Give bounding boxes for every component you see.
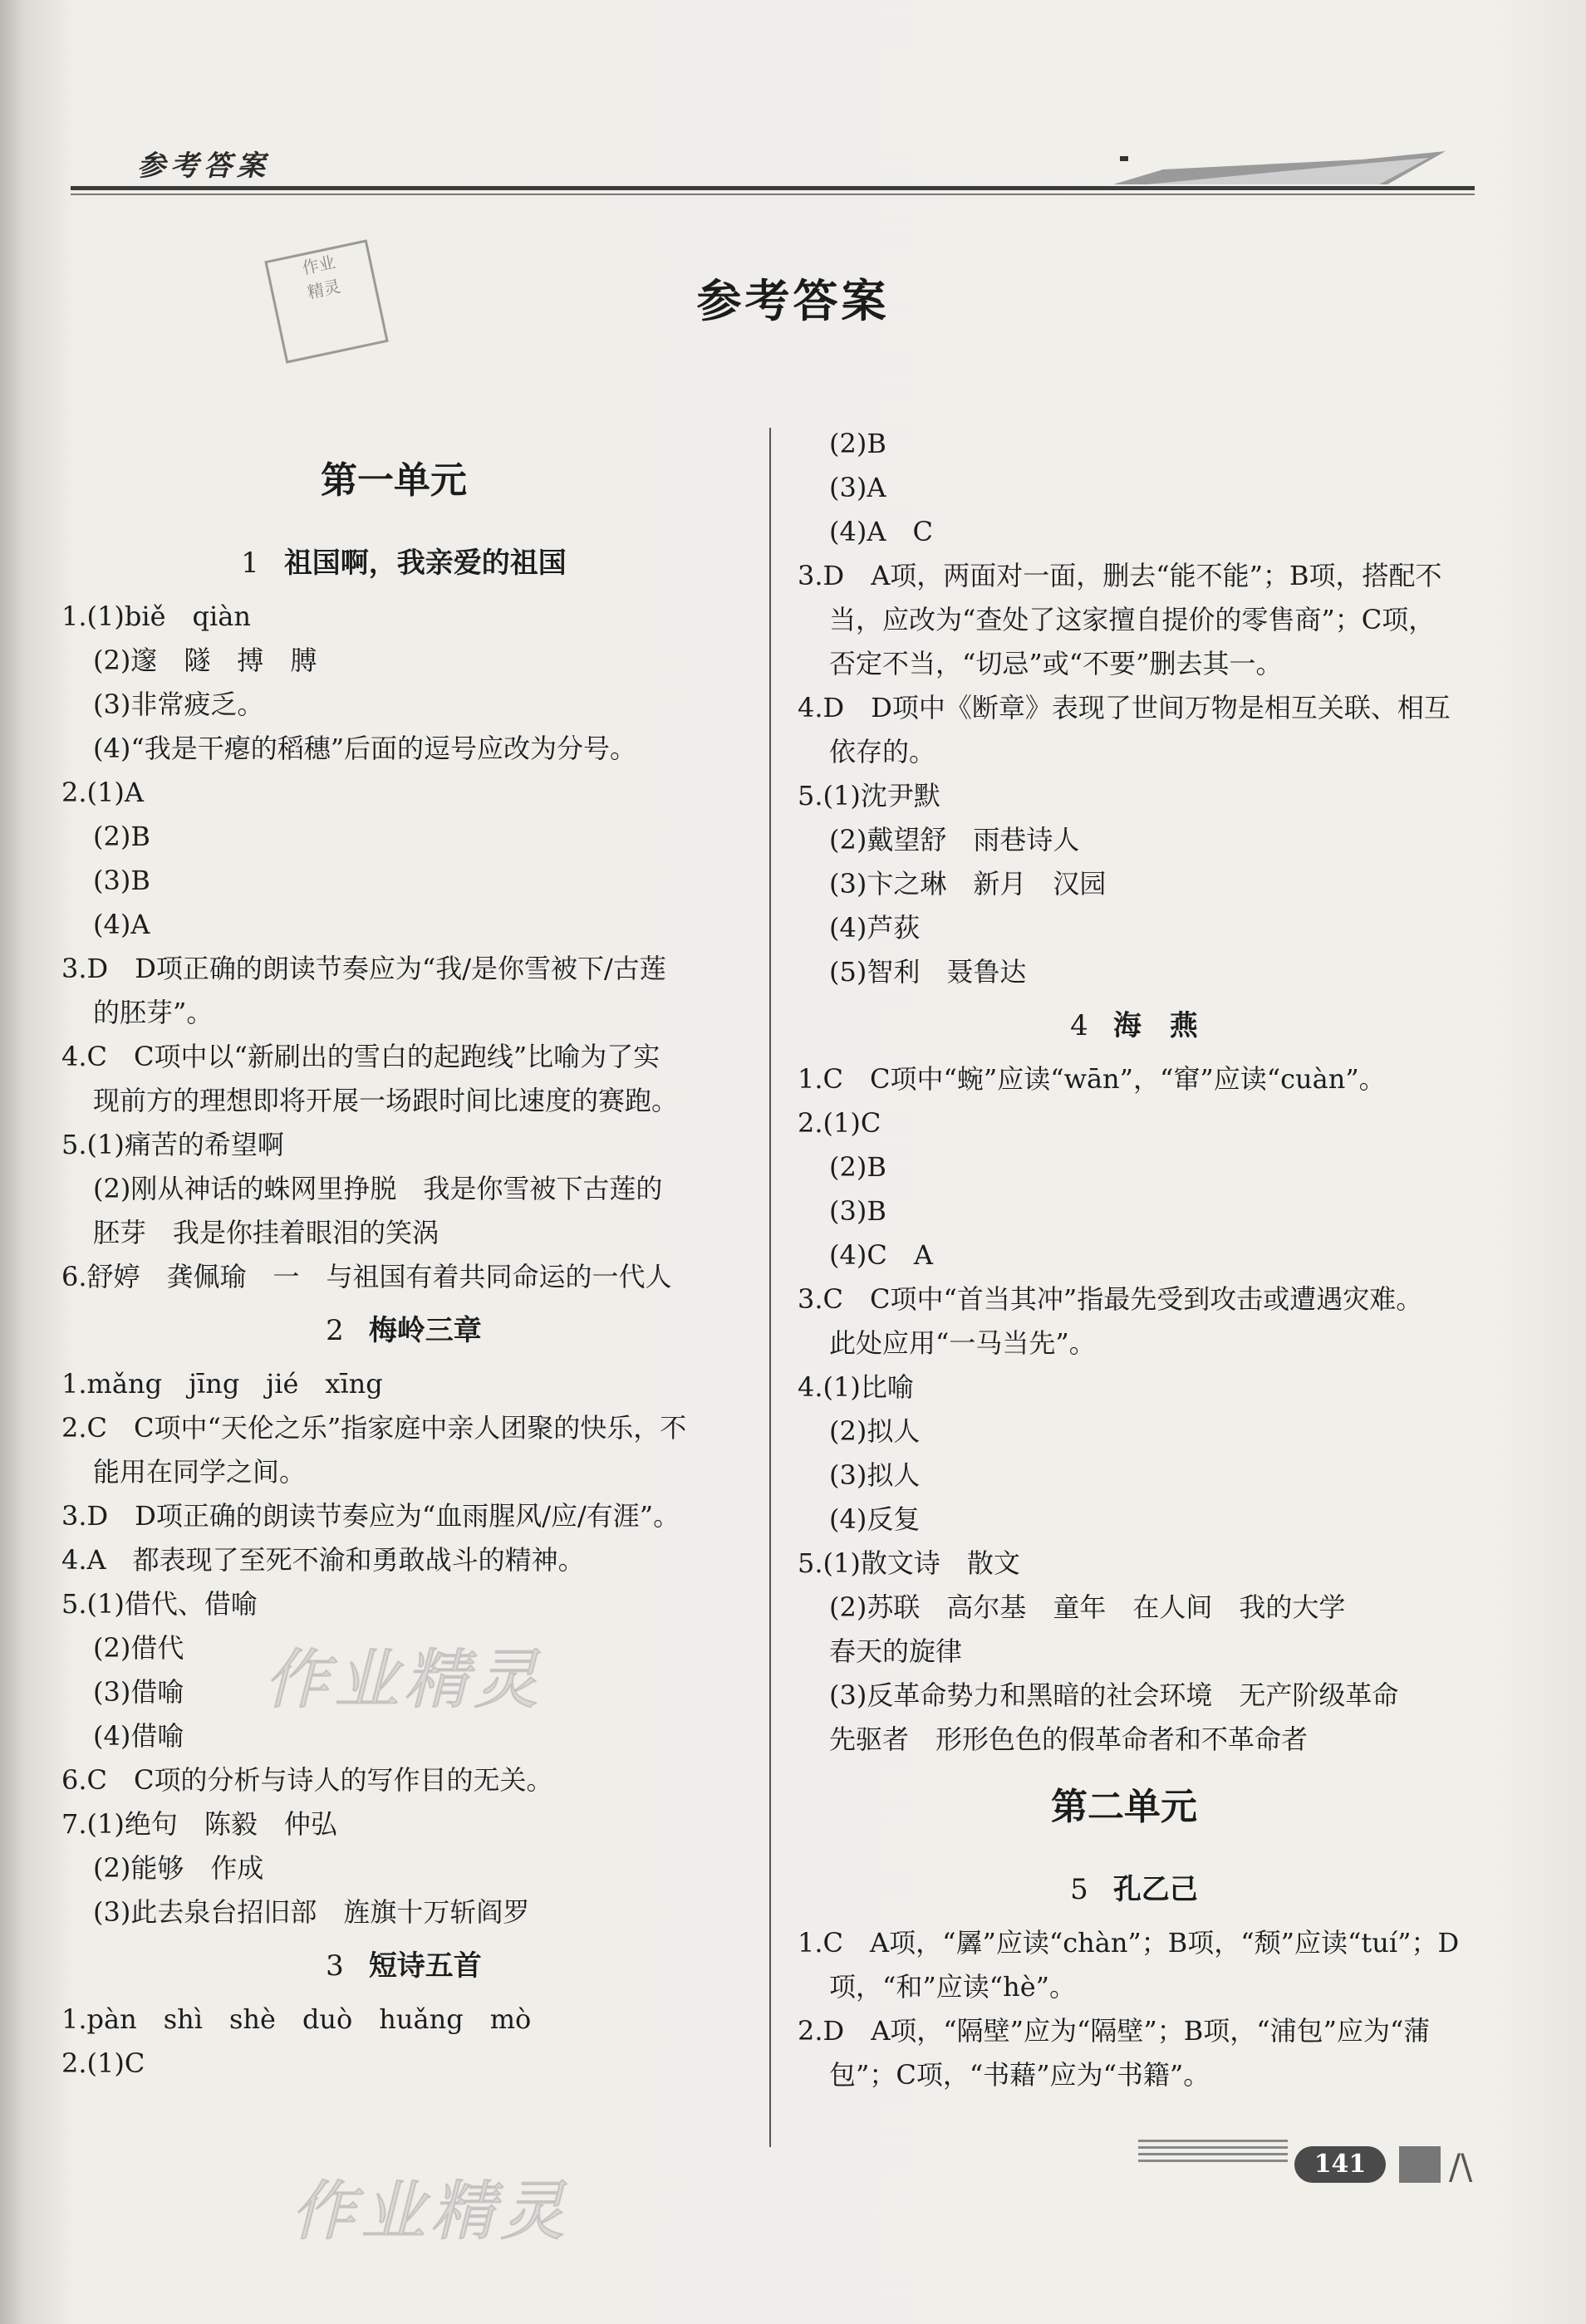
page-number: 141 bbox=[1294, 2146, 1386, 2183]
lesson-heading bbox=[326, 1307, 482, 1348]
answer-line: 现前方的理想即将开展一场跟时间比速度的赛跑。 bbox=[93, 1085, 679, 1116]
unit-heading: 第一单元 bbox=[321, 459, 467, 502]
stamp-line-1: 作业 bbox=[300, 252, 337, 278]
answer-line: (3)借喻 bbox=[93, 1676, 184, 1708]
answer-line: (2)戴望舒 雨巷诗人 bbox=[829, 824, 1080, 856]
answer-line: (4)反复 bbox=[829, 1503, 921, 1535]
answer-line: 此处应用“一马当先”。 bbox=[829, 1327, 1096, 1359]
unit-heading: 第二单元 bbox=[1051, 1786, 1197, 1828]
answer-line: 项，“和”应读“hè”。 bbox=[829, 1971, 1076, 2003]
answer-line: 2.(1)C bbox=[798, 1107, 881, 1139]
header-rule bbox=[71, 186, 1475, 190]
answer-line: 春天的旋律 bbox=[829, 1635, 963, 1667]
answer-line: (2)B bbox=[829, 428, 886, 459]
answer-line: (3)拟人 bbox=[829, 1459, 921, 1491]
lesson-title: 海 燕 bbox=[1112, 1009, 1198, 1042]
lesson-heading bbox=[1070, 1003, 1198, 1043]
answer-line: (4)“我是干瘪的稻穗”后面的逗号应改为分号。 bbox=[93, 733, 637, 764]
footer-lines-decoration bbox=[1138, 2136, 1288, 2170]
answer-line: 2.(1)A bbox=[61, 777, 144, 808]
watermark-2: 作业精灵 bbox=[291, 2174, 571, 2249]
lesson-number: 3 bbox=[326, 1949, 344, 1983]
answer-line: 2.(1)C bbox=[61, 2047, 145, 2079]
answer-line: 1.mǎng jīng jié xīng bbox=[61, 1368, 383, 1400]
header-rule-thin bbox=[71, 194, 1475, 195]
answer-line: 4.D D项中《断章》表现了世间万物是相互关联、相互 bbox=[798, 692, 1451, 723]
header-swoosh-decoration bbox=[1113, 151, 1446, 186]
watermark-1: 作业精灵 bbox=[264, 1643, 544, 1718]
lesson-number: 4 bbox=[1070, 1009, 1088, 1042]
answer-line: (4)A bbox=[93, 909, 150, 940]
answer-line: (3)非常疲乏。 bbox=[93, 689, 264, 720]
answer-line: 5.(1)散文诗 散文 bbox=[798, 1547, 1020, 1579]
answer-line: 否定不当，“切忌”或“不要”删去其一。 bbox=[829, 648, 1283, 679]
answer-line: 3.C C项中“首当其冲”指最先受到攻击或遭遇灾难。 bbox=[798, 1283, 1423, 1315]
answer-line: 4.(1)比喻 bbox=[798, 1371, 914, 1403]
lesson-number: 5 bbox=[1070, 1873, 1088, 1906]
answer-line: 当，应改为“查处了这家擅自提价的零售商”；C项， bbox=[829, 604, 1436, 635]
answer-line: (2)邃 隧 搏 膊 bbox=[93, 645, 317, 676]
answer-line: (3)此去泉台招旧部 旌旗十万斩阎罗 bbox=[93, 1896, 530, 1928]
column-divider bbox=[769, 428, 771, 2147]
lesson-number: 1 bbox=[241, 547, 259, 580]
answer-line: (3)卞之琳 新月 汉园 bbox=[829, 868, 1107, 900]
answer-line: 1.pàn shì shè duò huǎng mò bbox=[61, 2003, 532, 2035]
answer-line: 能用在同学之间。 bbox=[93, 1456, 307, 1488]
footer-block bbox=[1399, 2146, 1441, 2183]
answer-line: 5.(1)痛苦的希望啊 bbox=[61, 1129, 284, 1160]
answer-line: (2)苏联 高尔基 童年 在人间 我的大学 bbox=[829, 1591, 1346, 1623]
answer-line: (2)刚从神话的蛛网里挣脱 我是你雪被下古莲的 bbox=[93, 1173, 663, 1204]
answer-line: (4)C A bbox=[829, 1239, 933, 1271]
answer-line: (3)B bbox=[93, 865, 150, 896]
answer-line: 3.D A项，两面对一面，删去“能不能”；B项，搭配不 bbox=[798, 560, 1442, 591]
answer-line: 胚芽 我是你挂着眼泪的笑涡 bbox=[93, 1217, 439, 1248]
lesson-heading bbox=[326, 1943, 482, 1983]
lesson-heading bbox=[241, 540, 567, 581]
answer-line: 1.C A项，“羼”应读“chàn”；B项，“颓”应读“tuí”；D bbox=[798, 1927, 1460, 1959]
answer-line: (4)芦荻 bbox=[829, 912, 921, 944]
answer-line: 5.(1)借代、借喻 bbox=[61, 1588, 258, 1620]
answer-line: (2)B bbox=[829, 1151, 886, 1183]
answer-line: 的胚芽”。 bbox=[93, 997, 214, 1028]
answer-line: 1.C C项中“蜿”应读“wān”，“窜”应读“cuàn”。 bbox=[798, 1063, 1386, 1095]
answer-line: (4)A C bbox=[829, 516, 933, 547]
answer-line: 6.舒婷 龚佩瑜 一 与祖国有着共同命运的一代人 bbox=[61, 1261, 672, 1292]
answer-line: 4.A 都表现了至死不渝和勇敢战斗的精神。 bbox=[61, 1544, 585, 1576]
answer-line: 7.(1)绝句 陈毅 仲弘 bbox=[61, 1808, 337, 1840]
answer-line: 1.(1)biě qiàn bbox=[61, 601, 251, 632]
lesson-title: 梅岭三章 bbox=[368, 1314, 482, 1347]
lesson-title: 短诗五首 bbox=[368, 1949, 482, 1983]
answer-line: (3)反革命势力和黑暗的社会环境 无产阶级革命 bbox=[829, 1679, 1399, 1711]
answer-line: (2)B bbox=[93, 821, 150, 852]
answer-line: (2)拟人 bbox=[829, 1415, 921, 1447]
answer-line: 3.D D项正确的朗读节奏应为“我/是你雪被下/古莲 bbox=[61, 953, 666, 984]
answer-line: (5)智利 聂鲁达 bbox=[829, 956, 1027, 988]
answer-line: 2.D A项，“隔壁”应为“隔壁”；B项，“浦包”应为“蒲 bbox=[798, 2015, 1431, 2047]
page-title: 参考答案 bbox=[696, 275, 890, 327]
answer-line: 3.D D项正确的朗读节奏应为“血雨腥风/应/有涯”。 bbox=[61, 1500, 680, 1532]
answer-line: 6.C C项的分析与诗人的写作目的无关。 bbox=[61, 1764, 553, 1796]
lesson-title: 祖国啊，我亲爱的祖国 bbox=[283, 547, 567, 580]
answer-line: (2)借代 bbox=[93, 1632, 184, 1664]
header-title: 参考答案 bbox=[137, 150, 270, 183]
answer-line: 4.C C项中以“新刷出的雪白的起跑线”比喻为了实 bbox=[61, 1041, 660, 1072]
answer-line: 包”；C项，“书藉”应为“书籍”。 bbox=[829, 2059, 1210, 2091]
stamp-line-2: 精灵 bbox=[305, 276, 342, 303]
answer-line: (3)A bbox=[829, 472, 886, 503]
answer-line: 先驱者 形形色色的假革命者和不革命者 bbox=[829, 1723, 1309, 1755]
answer-line: 2.C C项中“天伦之乐”指家庭中亲人团聚的快乐，不 bbox=[61, 1412, 687, 1444]
answer-line: 依存的。 bbox=[829, 736, 936, 767]
answer-line: 5.(1)沈尹默 bbox=[798, 780, 940, 811]
lesson-title: 孔乙己 bbox=[1112, 1873, 1198, 1906]
lesson-heading bbox=[1070, 1866, 1198, 1907]
lesson-number: 2 bbox=[326, 1314, 344, 1347]
answer-line: (4)借喻 bbox=[93, 1720, 184, 1752]
answer-line: (3)B bbox=[829, 1195, 886, 1227]
answer-line: (2)能够 作成 bbox=[93, 1852, 264, 1884]
footer-slash: /\ bbox=[1449, 2146, 1473, 2187]
